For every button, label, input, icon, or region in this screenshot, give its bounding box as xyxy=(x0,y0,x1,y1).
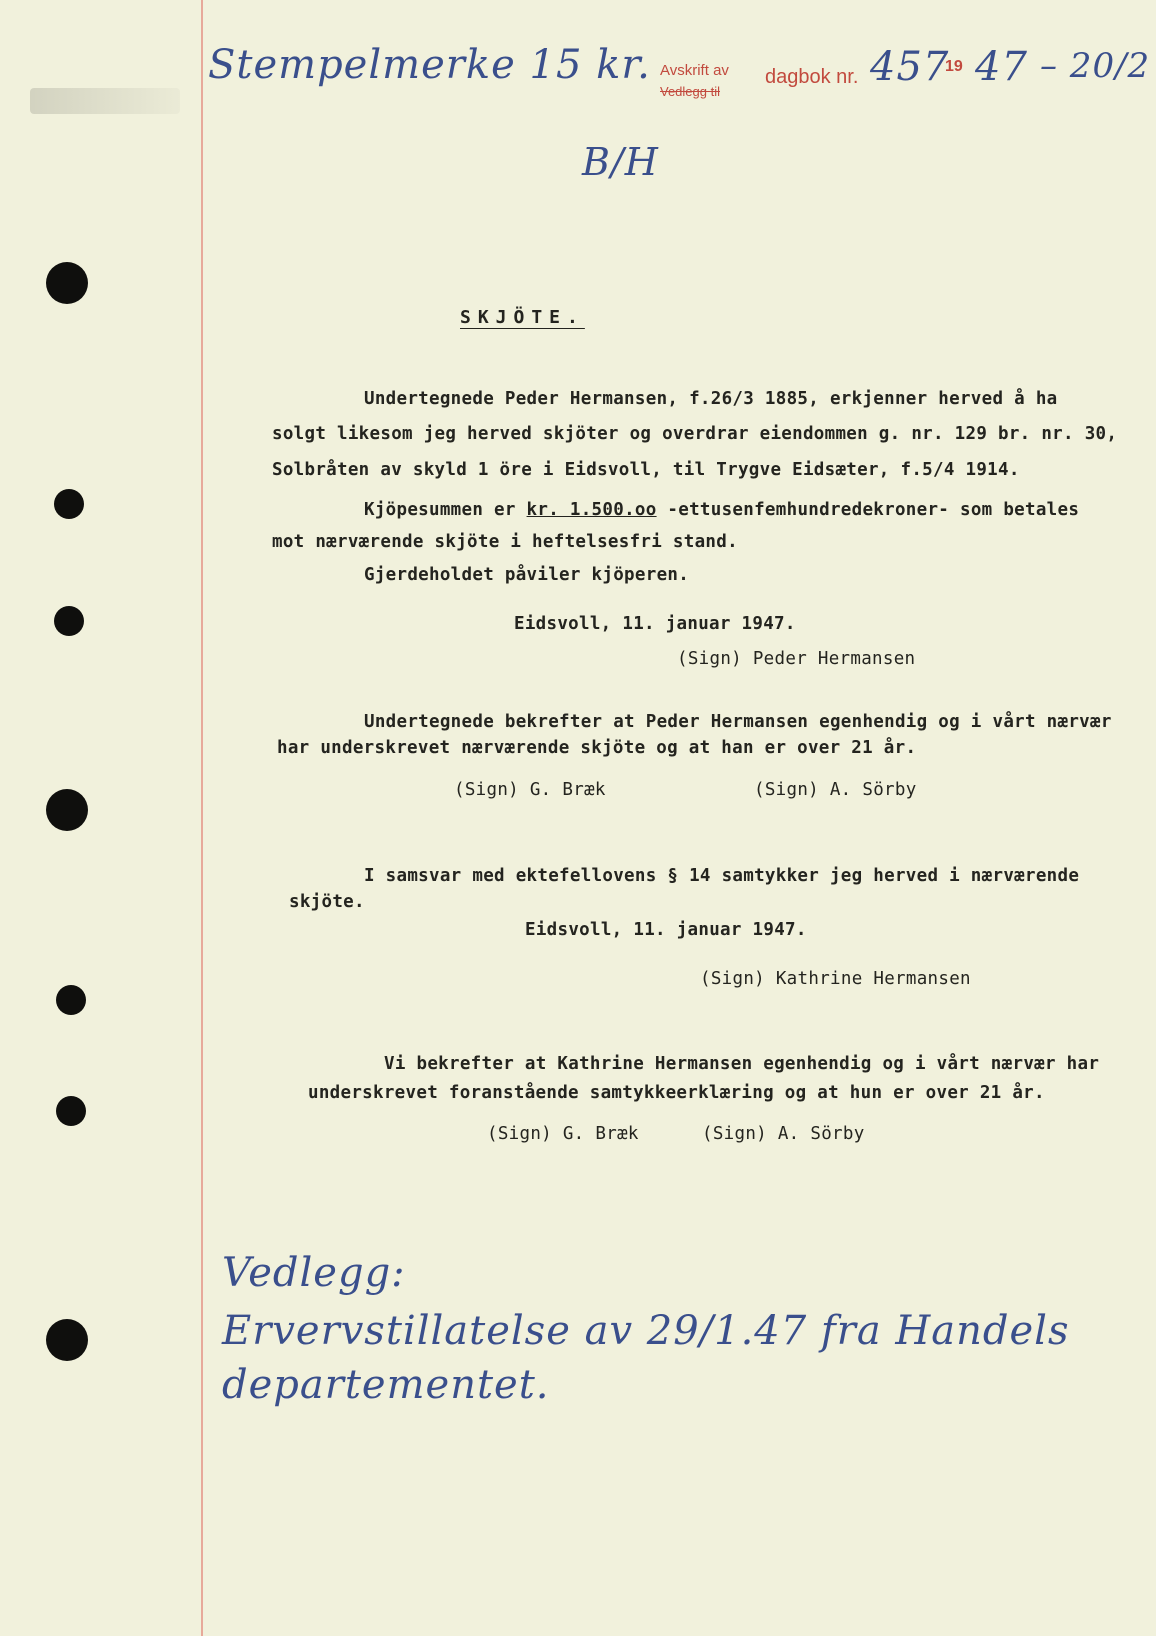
witness-signature-2b: (Sign) A. Sörby xyxy=(702,1124,865,1144)
place-date-2: Eidsvoll, 11. januar 1947. xyxy=(525,920,807,940)
punch-hole-2 xyxy=(54,489,84,519)
price-amount: kr. 1.500.oo xyxy=(526,500,657,520)
stamp-duty-note: Stempelmerke 15 kr. xyxy=(208,42,651,88)
initials: B/H xyxy=(582,140,659,184)
fence-line: Gjerdeholdet påviler kjöperen. xyxy=(364,565,690,585)
attachment-line-3: departementet. xyxy=(222,1362,550,1408)
witness-signature-1b: (Sign) A. Sörby xyxy=(754,780,917,800)
punch-hole-5 xyxy=(56,985,86,1015)
document-title: SKJÖTE. xyxy=(460,307,585,328)
date-note: – 20/2 xyxy=(1040,46,1151,86)
para1-line1: Undertegnede Peder Hermansen, f.26/3 1885, erkjenner herved å ha xyxy=(364,389,1058,409)
para1-line3: Solbråten av skyld 1 öre i Eidsvoll, til Trygve Eidsæter, f.5/4 1914. xyxy=(272,460,1020,480)
stamp-dagbok-label: dagbok nr. xyxy=(765,66,859,88)
consent-para-line2: skjöte. xyxy=(289,892,365,912)
price-line-pre: Kjöpesummen er xyxy=(364,500,527,520)
witness-para-line1: Undertegnede bekrefter at Peder Hermansen egenhendig og i vårt nærvær xyxy=(364,712,1112,732)
witness-signature-2a: (Sign) G. Bræk xyxy=(487,1124,639,1144)
margin-rule xyxy=(201,0,203,1636)
consent-para-line1: I samsvar med ektefellovens § 14 samtykker jeg herved i nærværende xyxy=(364,866,1080,886)
punch-hole-3 xyxy=(54,606,84,636)
stamp-vedlegg-label: Vedlegg til xyxy=(660,84,720,99)
confirm-para-line1: Vi bekrefter at Kathrine Hermansen egenhendig og i vårt nærvær har xyxy=(384,1054,1100,1074)
faint-stamp-mark xyxy=(30,88,180,114)
punch-hole-1 xyxy=(46,262,88,304)
price-line xyxy=(364,500,1079,520)
punch-hole-4 xyxy=(46,789,88,831)
witness-para-line2: har underskrevet nærværende skjöte og at han er over 21 år. xyxy=(277,738,917,758)
price-line2: mot nærværende skjöte i heftelsesfri stand. xyxy=(272,532,738,552)
price-line-post: -ettusenfemhundredekroner- som betales xyxy=(656,500,1080,520)
witness-signature-1a: (Sign) G. Bræk xyxy=(454,780,606,800)
entry-number: 457 xyxy=(870,44,950,90)
year-suffix: 47 xyxy=(975,44,1028,90)
signature-seller: (Sign) Peder Hermansen xyxy=(677,649,916,669)
para1-line2: solgt likesom jeg herved skjöter og overdrar eiendommen g. nr. 129 br. nr. 30, xyxy=(272,424,1118,444)
attachment-line-2: Ervervstillatelse av 29/1.47 fra Handels xyxy=(222,1308,1070,1354)
punch-hole-6 xyxy=(56,1096,86,1126)
confirm-para-line2: underskrevet foranstående samtykkeerklæring og at hun er over 21 år. xyxy=(308,1083,1045,1103)
punch-hole-7 xyxy=(46,1319,88,1361)
place-date-1: Eidsvoll, 11. januar 1947. xyxy=(514,614,796,634)
signature-spouse: (Sign) Kathrine Hermansen xyxy=(700,969,971,989)
year-prefix: 19 xyxy=(945,58,963,75)
stamp-avskrift-label: Avskrift av xyxy=(660,62,729,79)
attachment-heading: Vedlegg: xyxy=(222,1250,406,1296)
